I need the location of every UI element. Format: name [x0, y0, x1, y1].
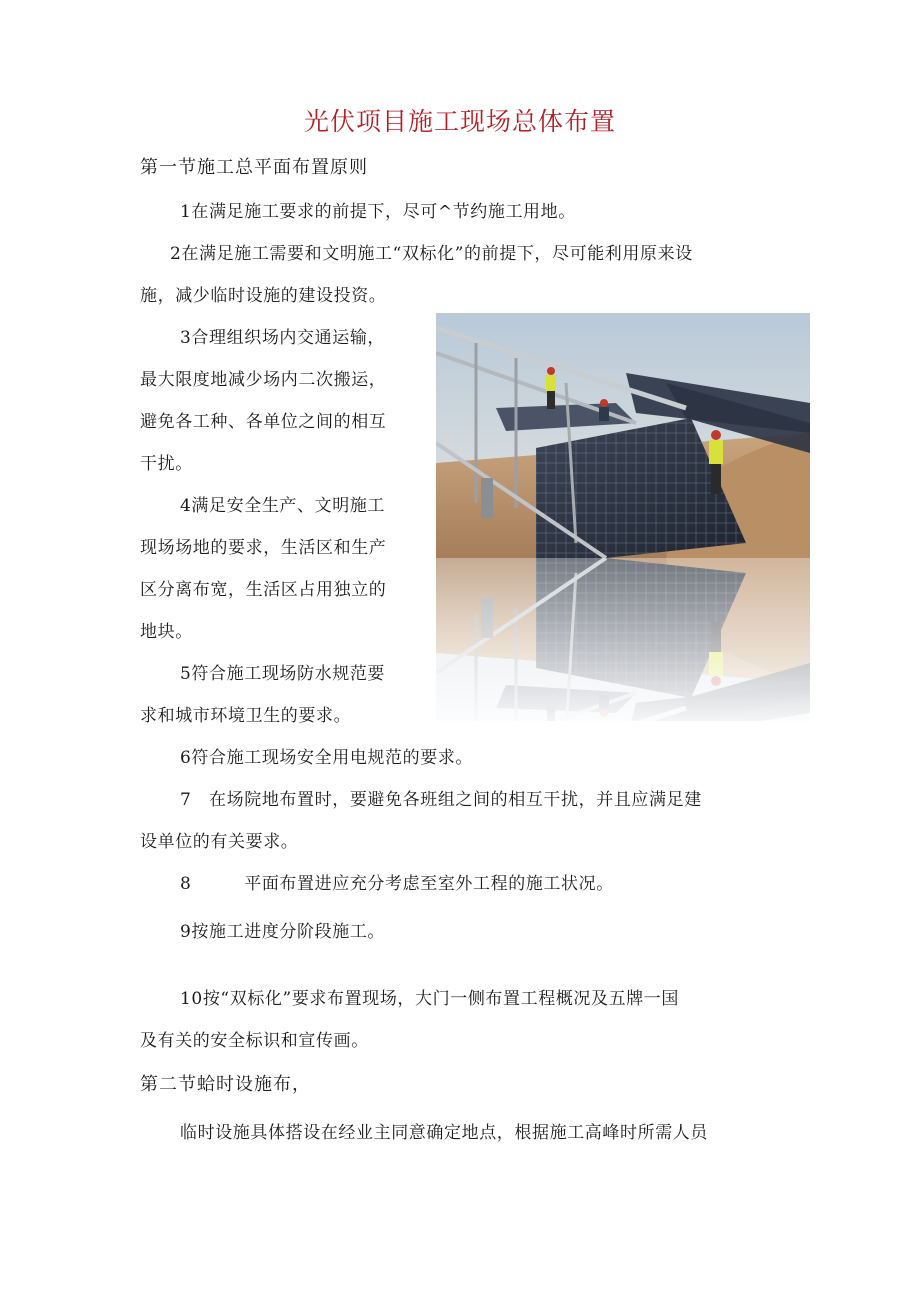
paragraph-2-line-2: 施，减少临时设施的建设投资。 [140, 286, 387, 306]
section-1-heading: 第一节施工总平面布置原则 [140, 157, 368, 178]
paragraph-11: 临时设施具体搭设在经业主同意确定地点，根据施工高峰时所需人员 [180, 1123, 708, 1143]
paragraph-4-line-4: 地块。 [140, 622, 193, 642]
paragraph-1: 1在满足施工要求的前提下，尽可^节约施工用地。 [180, 202, 576, 222]
paragraph-3-line-1: 3合理组织场内交通运输， [180, 328, 386, 348]
document-title: 光伏项目施工现场总体布置 [303, 107, 616, 136]
paragraph-8: 8 平面布置进应充分考虑至室外工程的施工状况。 [180, 874, 614, 894]
paragraph-3-line-3: 避免各工种、各单位之间的相互 [140, 412, 387, 432]
paragraph-4-line-1: 4满足安全生产、文明施工 [180, 496, 386, 516]
paragraph-4-line-2: 现场场地的要求，生活区和生产 [140, 538, 387, 558]
paragraph-2-line-1: 2在满足施工需要和文明施工“双标化”的前提下，尽可能利用原来设 [170, 244, 693, 264]
paragraph-6: 6符合施工现场安全用电规范的要求。 [180, 748, 474, 768]
paragraph-5-line-2: 求和城市环境卫生的要求。 [140, 706, 352, 726]
paragraph-10-line-1: 10按“双标化”要求布置现场，大门一侧布置工程概况及五牌一国 [180, 989, 680, 1009]
paragraph-3-line-2: 最大限度地减少场内二次搬运， [140, 370, 387, 390]
paragraph-7-line-2: 设单位的有关要求。 [140, 832, 299, 852]
paragraph-3-line-4: 干扰。 [140, 454, 193, 474]
paragraph-4-line-3: 区分离布宽，生活区占用独立的 [140, 580, 387, 600]
section-2-heading: 第二节蛤时设施布， [140, 1074, 311, 1095]
paragraph-5-line-1: 5符合施工现场防水规范要 [180, 664, 386, 684]
paragraph-9: 9按施工进度分阶段施工。 [180, 922, 386, 942]
solar-installation-photo [436, 313, 810, 721]
paragraph-7-line-1: 7 在场院地布置时，要避免各班组之间的相互干扰，并且应满足建 [180, 790, 702, 810]
paragraph-10-line-2: 及有关的安全标识和宣传画。 [140, 1031, 369, 1051]
